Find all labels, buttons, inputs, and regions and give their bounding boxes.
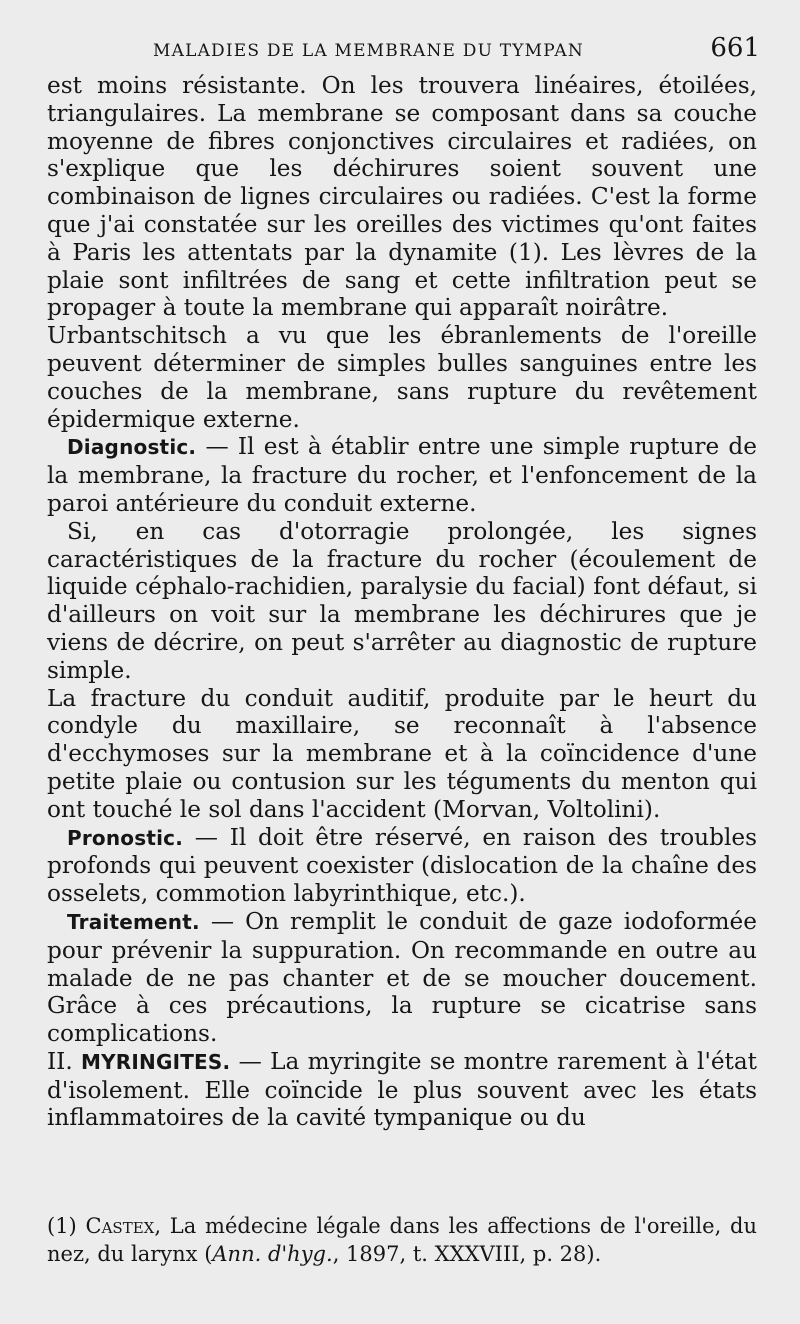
paragraph-fracture: [47, 685, 757, 824]
section-heading-traitement: Traitement.: [67, 909, 200, 934]
paragraph-traitement: [47, 908, 757, 1048]
section-heading-pronostic: Pronostic.: [67, 825, 184, 850]
footnote-text: , La médecine légale dans les affections de l'oreille, du nez, du larynx (: [47, 1214, 757, 1266]
page-header: [47, 24, 760, 72]
running-title: MALADIES DE LA MEMBRANE DU TYMPAN: [153, 41, 584, 61]
footnote-author: Castex: [85, 1214, 155, 1238]
paragraph-text: — La myringite se montre rarement à l'état d'isolement. Elle coïncide le plus souvent avec les états inflammatoires de la cavité tympanique ou du: [47, 1047, 757, 1132]
paragraph-text: est moins résistante. On les trouvera linéaires, étoilées, triangulaires. La membrane se composant dans sa couche moyenne de fibres conjonctives circulaires et radiées, on s'explique que les déchirures soient souvent une combinaison de lignes circulaires ou radiées. C'est la forme que j'ai constatée sur les oreilles des victimes qu'ont faites à Paris les attentats par la dynamite (1). Les lèvres de la plaie sont infiltrées de sang et cette infiltration peut se propager à toute la membrane qui apparaît noirâtre.: [47, 72, 757, 322]
section-heading-diagnostic: Diagnostic.: [67, 435, 197, 460]
paragraph-diagnostic: [47, 433, 757, 517]
paragraph-continuation: [47, 72, 757, 322]
paragraph-myringites: [47, 1048, 757, 1132]
paragraph-otorragie: [47, 518, 757, 685]
paragraph-text: — On remplit le conduit de gaze iodoformée pour prévenir la suppuration. On recommande en outre au malade de ne pas chanter et de se moucher doucement. Grâce à ces précautions, la rupture se cicatrise sans complications.: [47, 907, 757, 1048]
paragraph-text: — Il doit être réservé, en raison des troubles profonds qui peuvent coexister (dislocation de la chaîne des osselets, commotion labyrinthique, etc.).: [47, 823, 757, 908]
section-number: II.: [47, 1047, 81, 1075]
paragraph-text: Urbantschitsch a vu que les ébranlements de l'oreille peuvent déterminer de simples bulles sanguines entre les couches de la membrane, sans rupture du revêtement épidermique externe.: [47, 322, 757, 433]
footnote: [47, 1212, 757, 1268]
paragraph-urbantschitsch: [47, 322, 757, 433]
paragraph-pronostic: [47, 824, 757, 908]
section-heading-myringites: MYRINGITES.: [80, 1049, 231, 1074]
body-text: [47, 72, 757, 1132]
footnote-marker: (1): [47, 1214, 86, 1238]
footnote-journal: Ann. d'hyg.: [212, 1242, 333, 1266]
paragraph-text: Si, en cas d'otorragie prolongée, les signes caractéristiques de la fracture du rocher (écoulement de liquide céphalo-rachidien, paralysie du facial) font défaut, si d'ailleurs on voit sur la membrane les déchirures que je viens de décrire, on peut s'arrêter au diagnostic de rupture simple.: [47, 517, 757, 684]
page-number: 661: [710, 33, 760, 63]
footnote-reference: , 1897, t. XXXVIII, p. 28).: [332, 1242, 602, 1266]
paragraph-text: — Il est à établir entre une simple rupture de la membrane, la fracture du rocher, et l'enfoncement de la paroi antérieure du conduit externe.: [47, 433, 757, 517]
paragraph-text: La fracture du conduit auditif, produite par le heurt du condyle du maxillaire, se reconnaît à l'absence d'ecchymoses sur la membrane et à la coïncidence d'une petite plaie ou contusion sur les téguments du menton qui ont touché le sol dans l'accident (Morvan, Voltolini).: [47, 684, 757, 823]
